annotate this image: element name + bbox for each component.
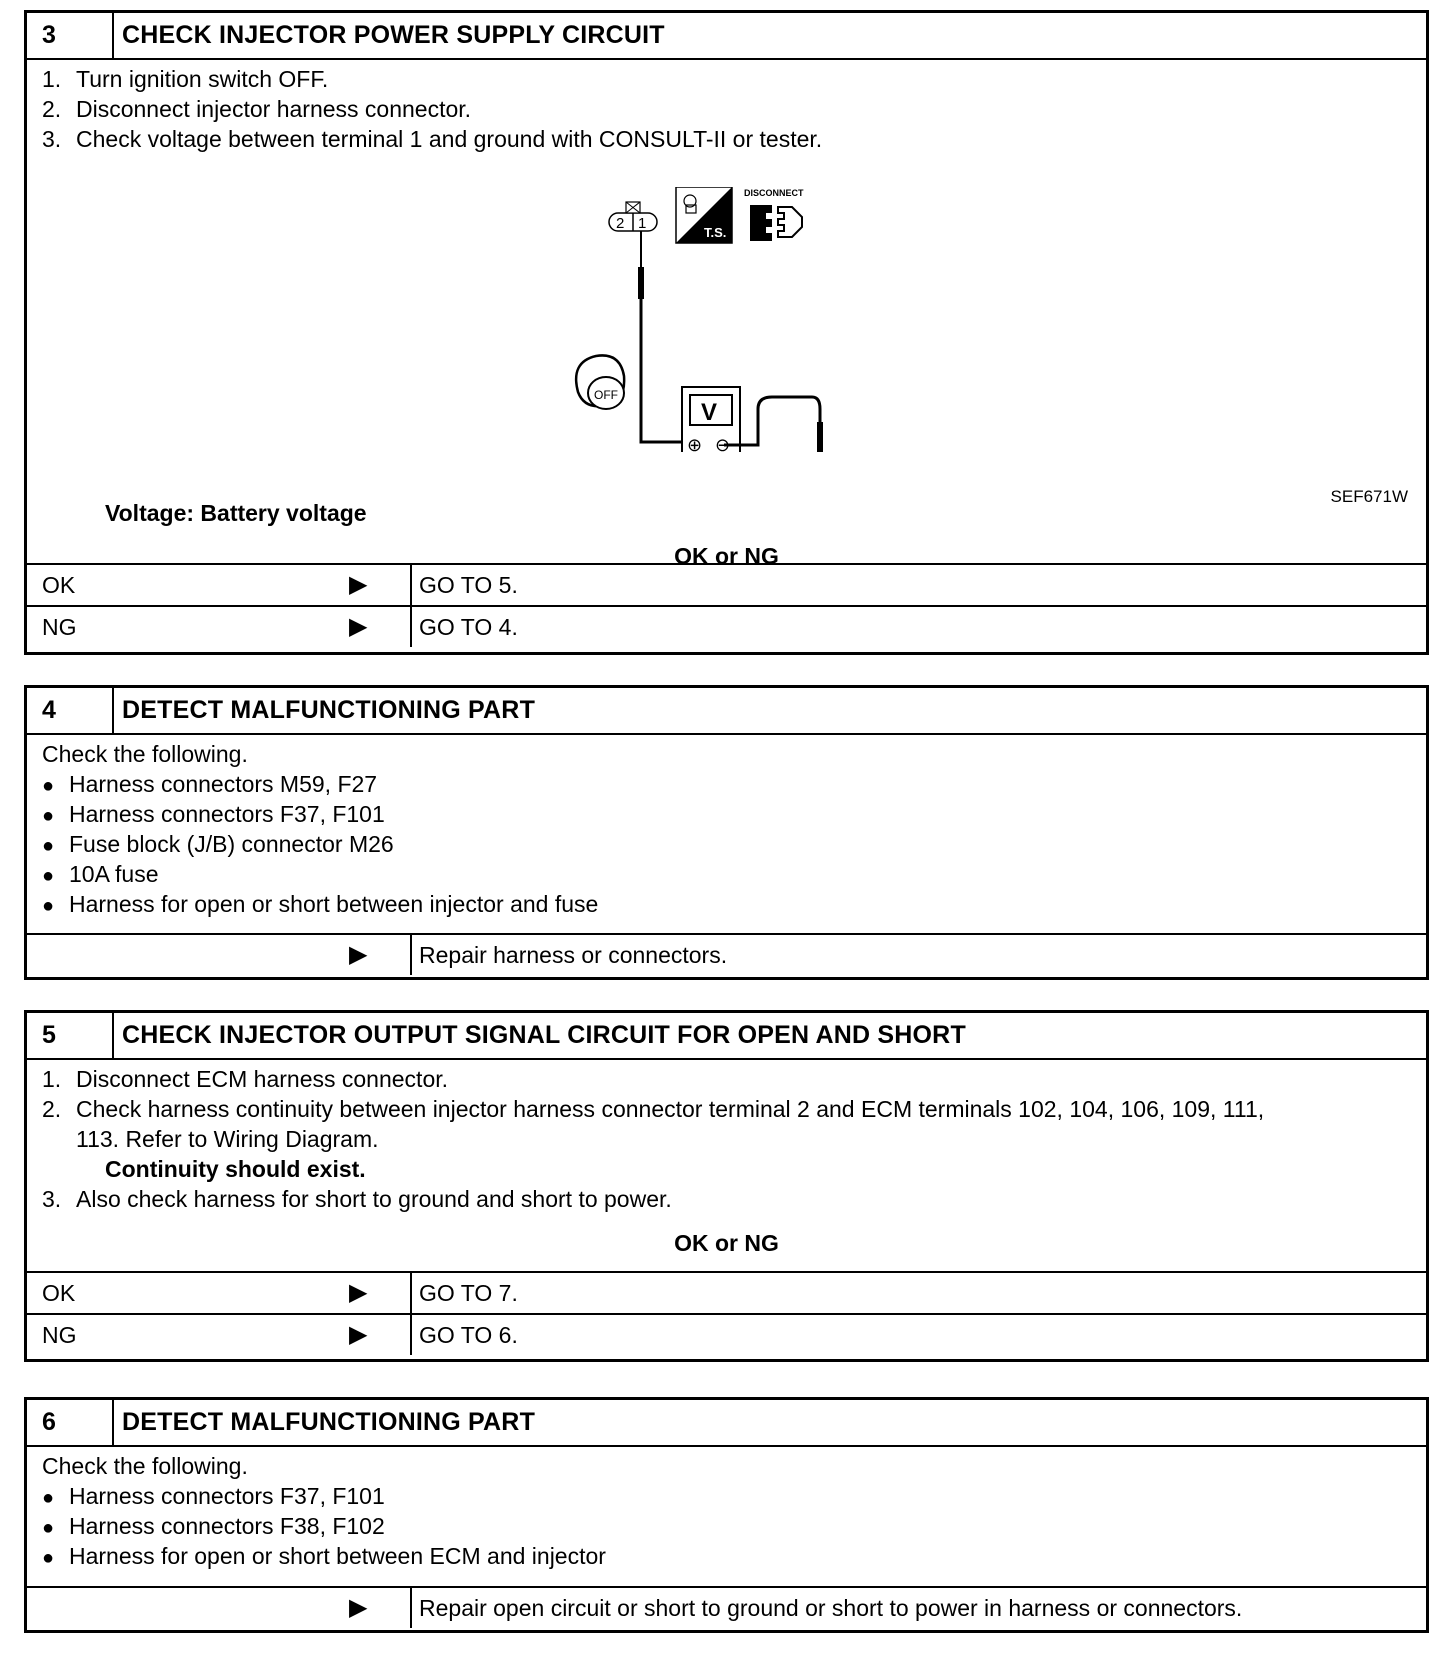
result-action: GO TO 6.	[410, 1315, 518, 1355]
step-title: DETECT MALFUNCTIONING PART	[122, 696, 536, 724]
bullet-item: ● Harness connectors F37, F101	[42, 1483, 385, 1509]
arrow-icon: ▶	[349, 941, 368, 968]
step-number: 5	[27, 1013, 114, 1058]
svg-text:V: V	[701, 399, 718, 426]
spec-voltage: Voltage: Battery voltage	[105, 500, 367, 526]
ok-ng-title: OK or NG	[674, 543, 779, 569]
step-title: CHECK INJECTOR OUTPUT SIGNAL CIRCUIT FOR OPEN AND SHORT	[122, 1021, 966, 1049]
step-6-box	[24, 1397, 1429, 1633]
result-row	[27, 1586, 1426, 1628]
step-4-box	[24, 685, 1429, 980]
result-row-ng	[27, 1313, 1426, 1355]
bullet-item: ● Fuse block (J/B) connector M26	[42, 831, 394, 857]
ts-icon	[676, 187, 732, 243]
figure-code: SEF671W	[1330, 487, 1408, 506]
step-number: 3	[27, 13, 114, 58]
bullet-item: ● Harness for open or short between ECM and injector	[42, 1543, 606, 1569]
arrow-icon: ▶	[349, 1594, 368, 1621]
result-label: OK	[42, 1280, 76, 1306]
result-row-ok	[27, 1271, 1426, 1313]
result-action: GO TO 7.	[410, 1273, 518, 1313]
step-header	[27, 13, 1426, 60]
step-title: CHECK INJECTOR POWER SUPPLY CIRCUIT	[122, 21, 665, 49]
step-body	[27, 1060, 1426, 1270]
result-row	[27, 933, 1426, 975]
intro-text: Check the following.	[42, 1453, 248, 1479]
svg-text:OFF: OFF	[594, 388, 618, 402]
result-label: NG	[42, 1322, 77, 1348]
result-row-ng	[27, 605, 1426, 647]
arrow-icon: ▶	[349, 1279, 368, 1306]
instruction-2: 2. Check harness continuity between injector harness connector terminal 2 and ECM terminals 102, 104, 106, 109, 111,	[42, 1096, 1265, 1122]
bullet-item: ● Harness for open or short between injector and fuse	[42, 891, 599, 917]
bullet-item: ● Harness connectors F38, F102	[42, 1513, 385, 1539]
svg-text:⊖: ⊖	[715, 435, 731, 452]
step-number: 6	[27, 1400, 114, 1445]
svg-text:DISCONNECT: DISCONNECT	[744, 188, 804, 198]
result-action: Repair harness or connectors.	[410, 935, 727, 975]
svg-text:1: 1	[638, 215, 647, 232]
instruction-3: 3. Check voltage between terminal 1 and ground with CONSULT-II or tester.	[42, 126, 823, 152]
spec-continuity: Continuity should exist.	[105, 1156, 366, 1182]
step-body	[27, 735, 1426, 935]
arrow-icon: ▶	[349, 571, 368, 598]
result-label: OK	[42, 572, 76, 598]
arrow-icon: ▶	[349, 1321, 368, 1348]
step-title: DETECT MALFUNCTIONING PART	[122, 1408, 536, 1436]
disconnect-icon	[744, 188, 804, 241]
result-label: NG	[42, 614, 77, 640]
result-action: GO TO 5.	[410, 565, 518, 605]
step-body	[27, 60, 1426, 569]
bullet-item: ● Harness connectors F37, F101	[42, 801, 385, 827]
step-3-box	[24, 10, 1429, 655]
step-number: 4	[27, 688, 114, 733]
step-header	[27, 688, 1426, 735]
svg-text:⊕: ⊕	[687, 435, 703, 452]
instruction-2: 2. Disconnect injector harness connector.	[42, 96, 472, 122]
step-header	[27, 1013, 1426, 1060]
step-header	[27, 1400, 1426, 1447]
voltmeter-icon	[682, 387, 740, 452]
svg-text:T.S.: T.S.	[704, 225, 727, 240]
intro-text: Check the following.	[42, 741, 248, 767]
step-5-box	[24, 1010, 1429, 1362]
instruction-2-continued: 113. Refer to Wiring Diagram.	[76, 1126, 379, 1152]
bullet-item: ● 10A fuse	[42, 861, 159, 887]
svg-text:2: 2	[616, 215, 625, 232]
ignition-switch-icon	[576, 355, 624, 409]
injector-connector-icon	[609, 202, 657, 232]
bullet-item: ● Harness connectors M59, F27	[42, 771, 378, 797]
instruction-1: 1. Disconnect ECM harness connector.	[42, 1066, 449, 1092]
instruction-3: 3. Also check harness for short to ground and short to power.	[42, 1186, 672, 1212]
result-action: Repair open circuit or short to ground or short to power in harness or connectors.	[410, 1588, 1242, 1628]
arrow-icon: ▶	[349, 613, 368, 640]
result-row-ok	[27, 563, 1426, 605]
ok-ng-title: OK or NG	[674, 1230, 779, 1256]
voltage-check-diagram	[572, 187, 852, 452]
result-action: GO TO 4.	[410, 607, 518, 647]
step-body	[27, 1447, 1426, 1587]
instruction-1: 1. Turn ignition switch OFF.	[42, 66, 329, 92]
